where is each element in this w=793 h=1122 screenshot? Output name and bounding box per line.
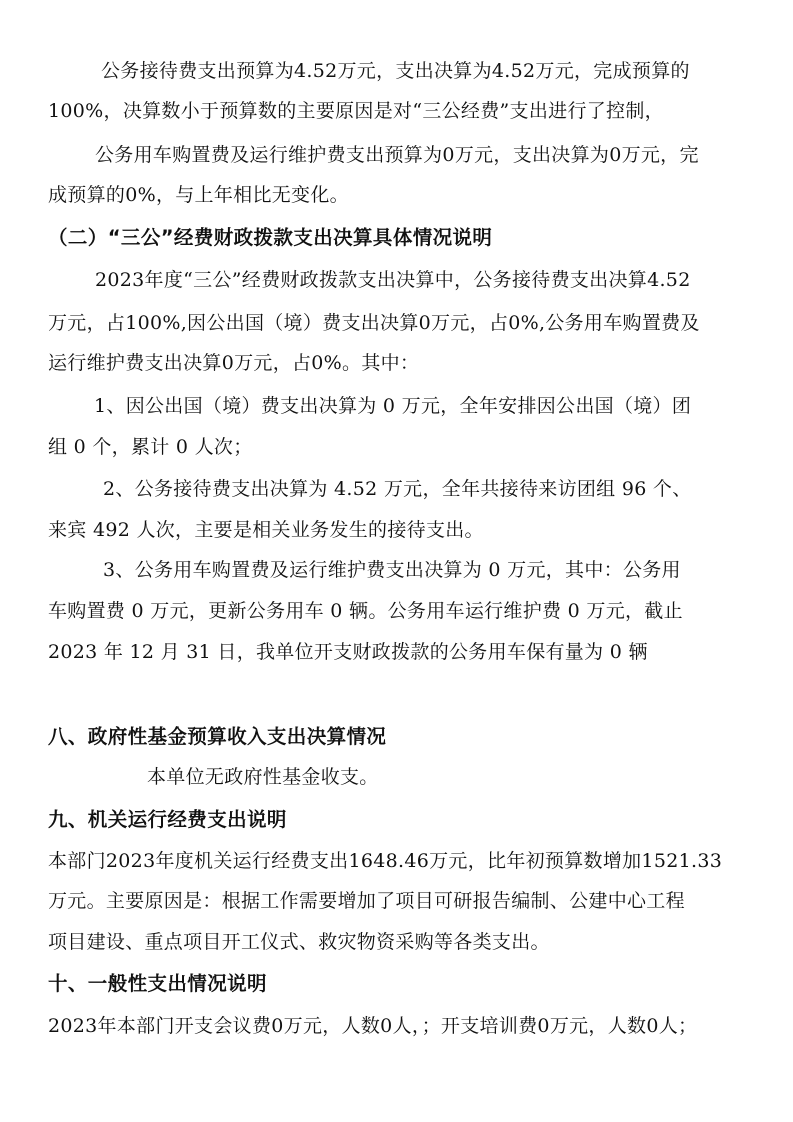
section-heading: 八、政府性基金预算收入支出决算情况 <box>48 725 387 748</box>
paragraph-line: 万元，占100%,因公出国（境）费支出决算0万元，占0%,公务用车购置费及 <box>48 312 700 334</box>
list-item-line: 3、公务用车购置费及运行维护费支出决算为 0 万元，其中：公务用 <box>103 559 681 581</box>
paragraph-line: 100%，决算数小于预算数的主要原因是对“三公经费”支出进行了控制， <box>48 100 664 122</box>
paragraph-line: 公务用车购置费及运行维护费支出预算为0万元，支出决算为0万元，完 <box>95 144 699 166</box>
paragraph-line: 项目建设、重点项目开工仪式、救灾物资采购等各类支出。 <box>48 931 550 953</box>
list-item-line: 来宾 492 人次，主要是相关业务发生的接待支出。 <box>48 519 484 541</box>
paragraph-line: 万元。主要原因是：根据工作需要增加了项目可研报告编制、公建中心工程 <box>48 890 685 912</box>
paragraph-line: 公务接待费支出预算为4.52万元，支出决算为4.52万元，完成预算的 <box>101 60 690 82</box>
section-heading: 十、一般性支出情况说明 <box>48 972 267 995</box>
paragraph-line: 2023年本部门开支会议费0万元，人数0人，；开支培训费0万元，人数0人； <box>48 1015 698 1037</box>
list-item-line: 组 0 个，累计 0 人次； <box>48 436 253 458</box>
list-item-line: 1、因公出国（境）费支出决算为 0 万元，全年安排因公出国（境）团 <box>94 395 692 417</box>
list-item-line: 2023 年 12 月 31 日，我单位开支财政拨款的公务用车保有量为 0 辆 <box>48 641 648 663</box>
list-item-line: 2、公务接待费支出决算为 4.52 万元，全年共接待来访团组 96 个、 <box>103 478 692 500</box>
paragraph-line: 运行维护费支出决算0万元，占0%。其中： <box>48 352 420 374</box>
paragraph-line: 本部门2023年度机关运行经费支出1648.46万元，比年初预算数增加1521.33 <box>48 850 723 872</box>
subsection-heading: （二）“三公”经费财政拨款支出决算具体情况说明 <box>48 226 493 249</box>
paragraph-line: 本单位无政府性基金收支。 <box>147 766 379 788</box>
section-heading: 九、机关运行经费支出说明 <box>48 808 287 831</box>
list-item-line: 车购置费 0 万元，更新公务用车 0 辆。公务用车运行维护费 0 万元，截止 <box>48 600 683 622</box>
paragraph-line: 2023年度“三公”经费财政拨款支出决算中，公务接待费支出决算4.52 <box>95 269 691 291</box>
paragraph-line: 成预算的0%，与上年相比无变化。 <box>48 184 349 206</box>
